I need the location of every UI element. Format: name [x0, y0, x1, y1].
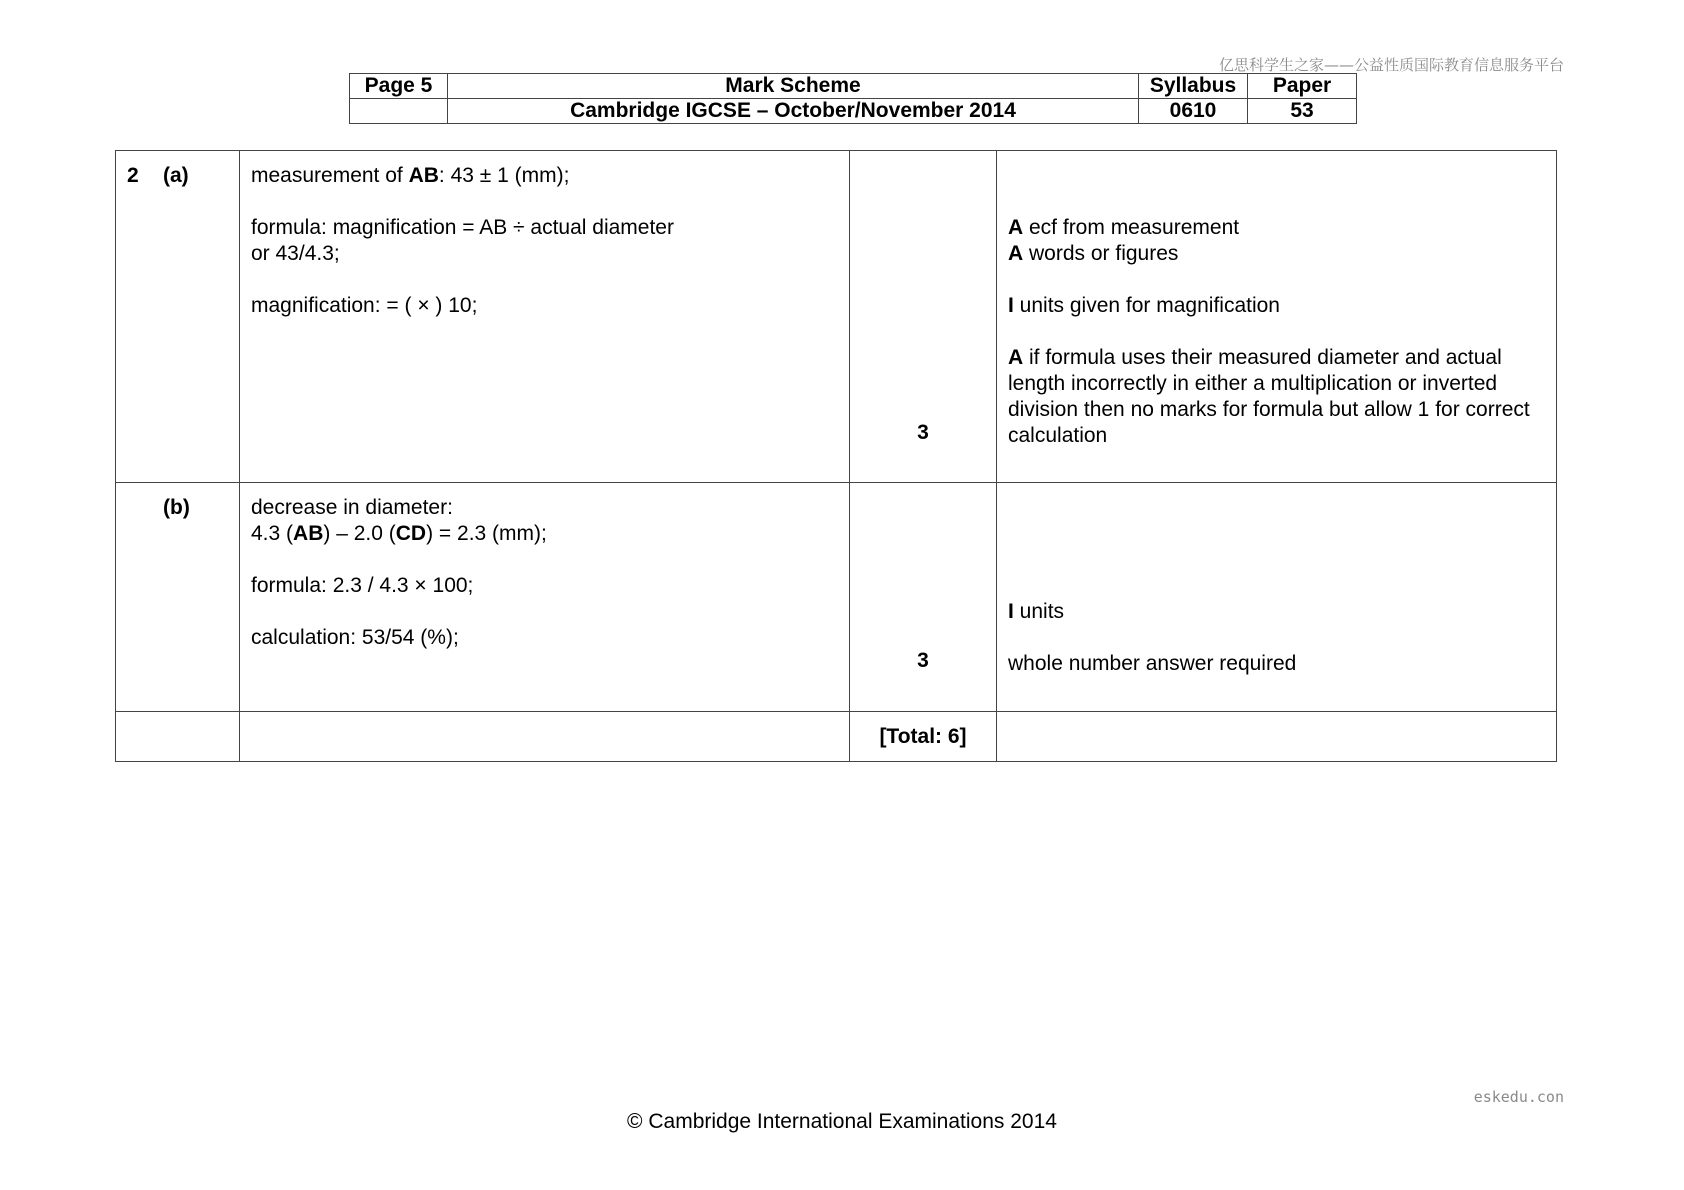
empty-cell [997, 712, 1557, 762]
answer-line: or 43/4.3; [251, 242, 340, 265]
answer-line: formula: 2.3 / 4.3 × 100; [251, 574, 474, 597]
header-table [349, 73, 1357, 124]
guidance-line: A if formula uses their measured diameter and actual length incorrectly in either a multiplication or inverted division then no marks for formula but allow 1 for correct calculation [1008, 346, 1530, 447]
empty-cell [350, 99, 448, 124]
answer-line: 4.3 (AB) – 2.0 (CD) = 2.3 (mm); [251, 522, 547, 545]
guidance-line: whole number answer required [1008, 652, 1297, 675]
guidance-cell [997, 151, 1557, 483]
mark-scheme-table [115, 150, 1557, 762]
empty-cell [240, 712, 850, 762]
question-part: (b) [163, 496, 190, 519]
guidance-line: A ecf from measurement [1008, 216, 1240, 239]
answer-cell [240, 483, 850, 712]
guidance-line: A words or figures [1008, 242, 1179, 265]
page-number: Page 5 [350, 74, 448, 99]
marks-value: 3 [917, 421, 929, 444]
guidance-line: I units given for magnification [1008, 294, 1280, 317]
answer-cell [240, 151, 850, 483]
answer-line: formula: magnification = AB ÷ actual diameter [251, 216, 674, 239]
question-cell [116, 483, 240, 712]
question-number: 2 [127, 164, 139, 187]
answer-line: magnification: = ( × ) 10; [251, 294, 478, 317]
watermark-site: eskedu.con [1473, 1088, 1564, 1106]
marks-value: 3 [917, 649, 929, 672]
answer-line: measurement of AB: 43 ± 1 (mm); [251, 164, 570, 187]
guidance-cell [997, 483, 1557, 712]
copyright-footer: © Cambridge International Examinations 2014 [627, 1110, 1057, 1133]
empty-cell [116, 712, 240, 762]
answer-line: calculation: 53/54 (%); [251, 626, 459, 649]
answer-line: decrease in diameter: [251, 496, 453, 519]
document-title: Mark Scheme [448, 74, 1139, 99]
paper-label: Paper [1248, 74, 1357, 99]
total-row [116, 712, 1557, 762]
marks-cell [850, 483, 997, 712]
table-row [116, 483, 1557, 712]
paper-number: 53 [1248, 99, 1357, 124]
table-row [116, 151, 1557, 483]
marks-cell [850, 151, 997, 483]
syllabus-label: Syllabus [1139, 74, 1248, 99]
question-cell [116, 151, 240, 483]
syllabus-code: 0610 [1139, 99, 1248, 124]
document-subtitle: Cambridge IGCSE – October/November 2014 [448, 99, 1139, 124]
question-part: (a) [163, 164, 189, 187]
watermark-text: 亿思科学生之家——公益性质国际教育信息服务平台 [1218, 56, 1564, 74]
guidance-line: I units [1008, 600, 1065, 623]
total-marks: [Total: 6] [850, 712, 997, 762]
